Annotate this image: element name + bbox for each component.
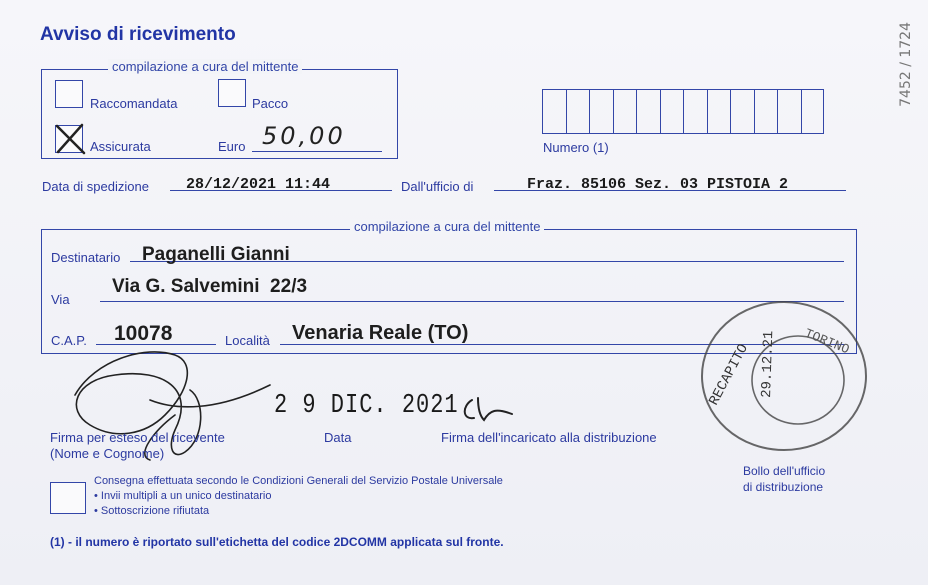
- footnote: (1) - il numero è riportato sull'etichetta del codice 2DCOMM applicata sul fronte.: [50, 535, 504, 549]
- postmark: [696, 296, 872, 458]
- assicurata-checkbox[interactable]: [55, 125, 83, 153]
- check-cross-icon: [54, 122, 88, 156]
- raccomandata-checkbox[interactable]: [55, 80, 83, 108]
- via-value: Via G. Salvemini 22/3: [112, 276, 308, 297]
- numero-cell: [730, 89, 754, 134]
- office-label: Dall'ufficio di: [401, 179, 474, 194]
- spedizione-date-label: Data di spedizione: [42, 179, 149, 194]
- bollo-label-1: Bollo dell'ufficio: [743, 464, 826, 478]
- euro-value: 50,00: [262, 122, 346, 150]
- numero-cell: [613, 89, 637, 134]
- euro-line: [252, 151, 382, 152]
- recipient-section-heading: compilazione a cura del mittente: [350, 219, 544, 234]
- localita-value: Venaria Reale (TO): [292, 322, 469, 344]
- firma-sub: (Nome e Cognome): [50, 446, 165, 461]
- euro-label: Euro: [218, 139, 246, 154]
- margin-scribble: 7452 / 1724: [898, 22, 914, 107]
- raccomandata-label: Raccomandata: [90, 96, 178, 111]
- incaricato-signature: [458, 390, 518, 430]
- form-title: Avviso di ricevimento: [40, 24, 236, 45]
- destinatario-value: Paganelli Gianni: [142, 244, 290, 265]
- data-label: Data: [324, 430, 352, 445]
- numero-cell: [801, 89, 825, 134]
- svg-text:RECAPITO: RECAPITO: [706, 341, 752, 409]
- pacco-checkbox[interactable]: [218, 79, 246, 107]
- sender-section-heading: compilazione a cura del mittente: [108, 59, 302, 74]
- localita-label: Località: [225, 333, 270, 348]
- svg-text:TORINO: TORINO: [802, 325, 852, 358]
- incaricato-label: Firma dell'incaricato alla distribuzione: [441, 430, 657, 445]
- numero-cell: [636, 89, 660, 134]
- numero-cell: [542, 89, 566, 134]
- destinatario-label: Destinatario: [51, 250, 121, 265]
- office-value: Fraz. 85106 Sez. 03 PISTOIA 2: [527, 176, 789, 193]
- numero-cell: [683, 89, 707, 134]
- numero-cell: [777, 89, 801, 134]
- cap-value: 10078: [114, 322, 173, 345]
- cap-label: C.A.P.: [51, 333, 87, 348]
- numero-grid: [542, 89, 824, 134]
- conditions-line3: • Sottoscrizione rifiutata: [94, 505, 210, 517]
- postmark-date: 29.12.21: [759, 330, 778, 399]
- firma-label: Firma per esteso del ricevente: [50, 430, 225, 445]
- conditions-line1: Consegna effettuata secondo le Condizioni Generali del Servizio Postale Universale: [94, 475, 503, 487]
- pacco-label: Pacco: [252, 96, 289, 111]
- numero-cell: [754, 89, 778, 134]
- via-label: Via: [51, 292, 70, 307]
- delivery-date-stamp: 2 9 DIC. 2021: [274, 390, 459, 421]
- numero-label: Numero (1): [543, 140, 609, 155]
- numero-cell: [589, 89, 613, 134]
- bollo-label-2: di distribuzione: [743, 480, 824, 494]
- assicurata-label: Assicurata: [90, 139, 151, 154]
- conditions-line2: • Invii multipli a un unico destinatario: [94, 490, 272, 502]
- numero-cell: [566, 89, 590, 134]
- numero-cell: [707, 89, 731, 134]
- conditions-checkbox[interactable]: [50, 482, 86, 514]
- numero-cell: [660, 89, 684, 134]
- spedizione-date-value: 28/12/2021 11:44: [186, 176, 331, 193]
